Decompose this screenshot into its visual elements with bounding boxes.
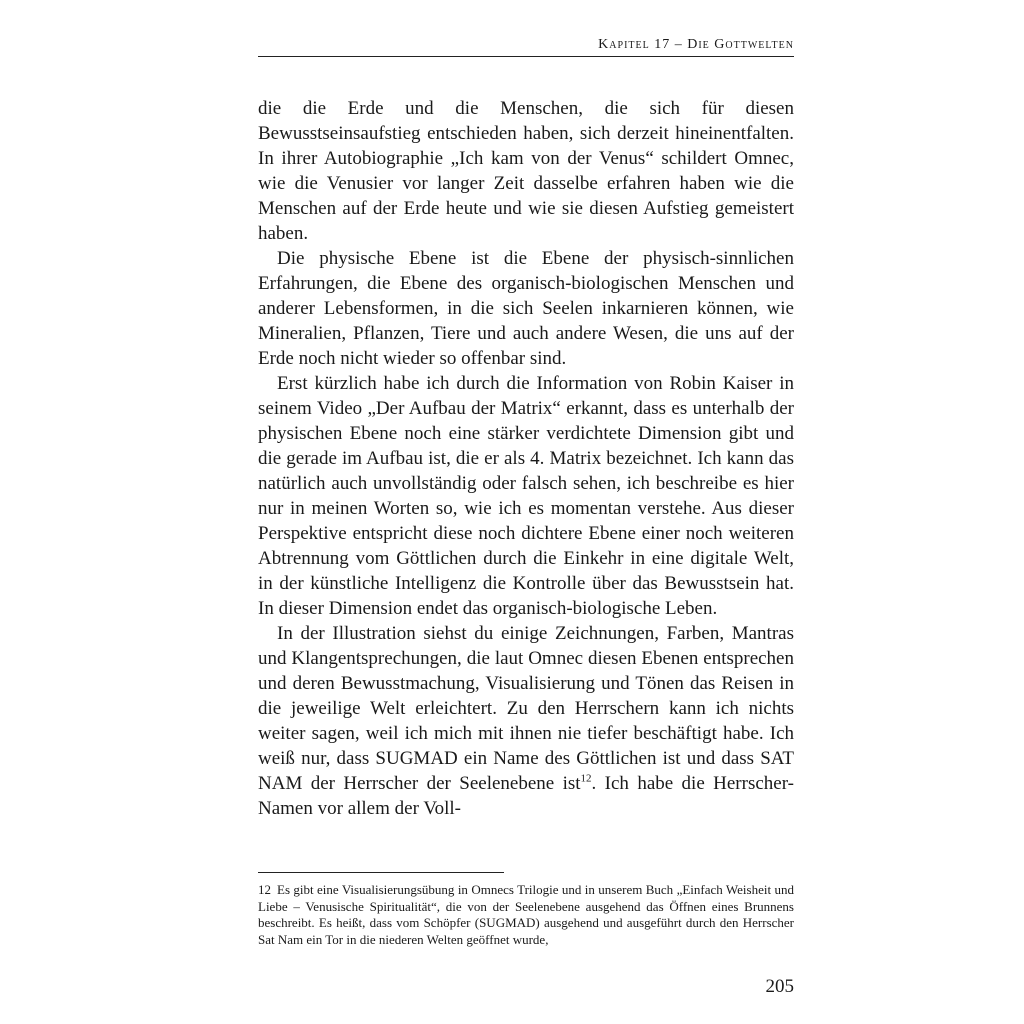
paragraph: Erst kürzlich habe ich durch die Information von Robin Kaiser in seinem Video „Der Aufbau der Matrix“ erkannt, dass es unterhalb der physischen Ebene noch eine stärker verdichtete Dimension gibt und die gerade im Aufbau ist, die er als 4. Matrix bezeichnet. Ich kann das natürlich auch unvollständig oder falsch sehen, ich beschreibe es hier nur in meinen Worten so, wie ich es momentan verstehe. Aus dieser Perspektive entspricht diese noch dichtere Ebene einer noch weiteren Abtrennung vom Göttlichen durch die Einkehr in eine digitale Welt, in der künstliche Intelligenz die Kontrolle über das Bewusstsein hat. In dieser Dimension endet das organisch-biologische Leben. [258,373,794,619]
body-text [258,96,794,821]
footnote-rule [258,872,504,873]
header-rule [258,56,794,57]
footnote [258,882,794,948]
paragraph-text: In der Illustration siehst du einige Zeichnungen, Farben, Mantras und Klangentsprechungen, die laut Omnec diesen Ebenen entsprechen und deren Bewusstmachung, Visualisierung und Tönen das Reisen in die jeweilige Welt erleichtert. Zu den Herrschern kann ich nichts weiter sagen, weil ich mich mit ihnen nie tiefer beschäftigt habe. Ich weiß nur, dass SUGMAD ein Name des Göttlichen ist und dass SAT NAM der Herrscher der Seelenebene ist [258,623,794,794]
footnote-text: Es gibt eine Visualisierungsübung in Omnecs Trilogie und in unserem Buch „Einfach Weisheit und Liebe – Venusische Spiritualität“, die von der Seelenebene ausgehend das Öffnen eines Brunnens beschreibt. Es heißt, dass vom Schöpfer (SUGMAD) ausgehend und ausgeführt durch den Herrscher Sat Nam ein Tor in die niederen Welten geöffnet wurde, [258,882,794,947]
paragraph: die die Erde und die Menschen, die sich für diesen Bewusstseinsaufstieg entschieden haben, sich derzeit hineinentfalten. In ihrer Autobiographie „Ich kam von der Venus“ schildert Omnec, wie die Venusier vor langer Zeit dasselbe erfahren haben wie die Menschen auf der Erde heute und wie sie diesen Aufstieg gemeistert haben. [258,98,794,244]
paragraph-text-tail: . Ich habe die Herrscher-Namen vor allem der Voll- [258,773,794,819]
page-number: 205 [765,976,794,997]
footnote-number: 12 [258,882,271,897]
paragraph: Die physische Ebene ist die Ebene der physisch-sinnlichen Erfahrungen, die Ebene des organisch-biologischen Menschen und anderer Lebensformen, in die sich Seelen inkarnieren können, wie Mineralien, Pflanzen, Tiere und auch andere Wesen, die uns auf der Erde noch nicht wieder so offenbar sind. [258,248,794,369]
paragraph-with-footnote [258,621,794,821]
footnote-reference: 12 [580,772,592,785]
running-head: Kapitel 17 – Die Gottwelten [598,37,794,52]
page-header [258,36,794,57]
